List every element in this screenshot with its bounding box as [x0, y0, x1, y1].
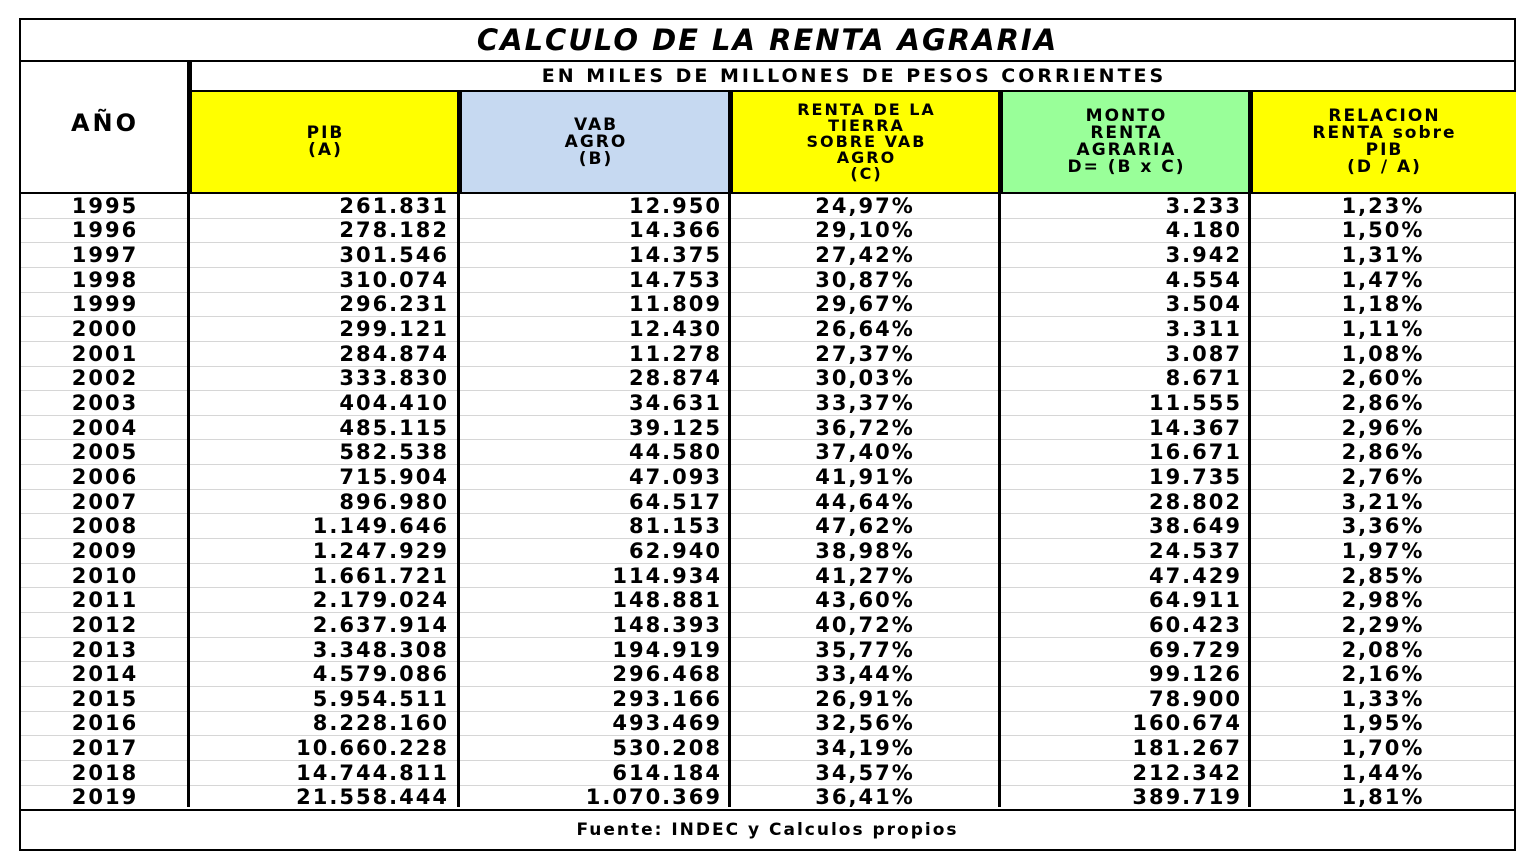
vab-agro-cell: 148.393 — [612, 612, 722, 637]
renta-tierra-cell: 27,42% — [815, 243, 915, 268]
relacion-renta-pib-cell: 1,31% — [1341, 243, 1425, 268]
renta-tierra-cell: 27,37% — [815, 341, 915, 366]
table-row — [21, 490, 1514, 515]
monto-renta-cell: 99.126 — [1148, 662, 1242, 687]
year-cell: 1995 — [71, 193, 139, 218]
renta-tierra-column-header: RENTA DE LA TIERRA SOBRE VAB AGRO (C) — [730, 92, 1000, 192]
renta-agraria-table — [19, 18, 1516, 851]
monto-renta-cell: 160.674 — [1132, 711, 1242, 736]
vab-agro-cell: 14.375 — [628, 243, 722, 268]
monto-renta-cell: 212.342 — [1132, 760, 1242, 785]
vab-agro-cell: 194.919 — [612, 637, 722, 662]
table-row — [21, 441, 1514, 466]
year-cell: 2017 — [71, 736, 139, 761]
pib-cell: 582.538 — [339, 440, 449, 465]
renta-tierra-cell: 29,10% — [815, 218, 915, 243]
source-footer: Fuente: INDEC y Calculos propios — [21, 809, 1514, 849]
table-row — [21, 391, 1514, 416]
column-divider — [1248, 92, 1251, 807]
renta-tierra-cell: 36,41% — [815, 785, 915, 810]
pib-cell: 261.831 — [339, 193, 449, 218]
table-row — [21, 613, 1514, 638]
year-cell: 2001 — [71, 341, 139, 366]
monto-renta-cell: 24.537 — [1148, 538, 1242, 563]
renta-tierra-cell: 47,62% — [815, 514, 915, 539]
table-row — [21, 564, 1514, 589]
year-cell: 2008 — [71, 514, 139, 539]
pib-cell: 1.661.721 — [312, 563, 449, 588]
year-cell: 1998 — [71, 267, 139, 292]
relacion-renta-pib-cell: 2,76% — [1341, 464, 1425, 489]
monto-renta-cell: 3.087 — [1165, 341, 1242, 366]
pib-cell: 1.247.929 — [312, 538, 449, 563]
monto-renta-cell: 389.719 — [1132, 785, 1242, 810]
pib-cell: 333.830 — [339, 366, 449, 391]
renta-tierra-cell: 34,19% — [815, 736, 915, 761]
monto-renta-cell: 69.729 — [1148, 637, 1242, 662]
relacion-renta-pib-column-header: RELACION RENTA sobre PIB (D / A) — [1250, 92, 1516, 192]
year-cell: 2015 — [71, 686, 139, 711]
pib-cell: 10.660.228 — [296, 736, 449, 761]
year-cell: 2003 — [71, 391, 139, 416]
vab-agro-cell: 12.430 — [628, 317, 722, 342]
relacion-renta-pib-cell: 2,08% — [1341, 637, 1425, 662]
table-row — [21, 416, 1514, 441]
monto-renta-cell: 16.671 — [1148, 440, 1242, 465]
renta-tierra-cell: 26,64% — [815, 317, 915, 342]
monto-renta-cell: 4.180 — [1165, 218, 1242, 243]
column-divider — [998, 92, 1001, 807]
renta-tierra-cell: 33,37% — [815, 391, 915, 416]
renta-tierra-cell: 24,97% — [815, 193, 915, 218]
relacion-renta-pib-cell: 1,47% — [1341, 267, 1425, 292]
year-cell: 2007 — [71, 489, 139, 514]
year-cell: 2018 — [71, 760, 139, 785]
monto-renta-cell: 64.911 — [1148, 588, 1242, 613]
monto-renta-cell: 14.367 — [1148, 415, 1242, 440]
table-row — [21, 514, 1514, 539]
vab-agro-cell: 11.278 — [628, 341, 722, 366]
table-row — [21, 638, 1514, 663]
monto-renta-cell: 3.311 — [1165, 317, 1242, 342]
relacion-renta-pib-cell: 2,16% — [1341, 662, 1425, 687]
renta-tierra-cell: 30,03% — [815, 366, 915, 391]
renta-tierra-cell: 41,27% — [815, 563, 915, 588]
pib-cell: 310.074 — [339, 267, 449, 292]
table-row — [21, 219, 1514, 244]
pib-cell: 301.546 — [339, 243, 449, 268]
renta-tierra-cell: 40,72% — [815, 612, 915, 637]
table-row — [21, 588, 1514, 613]
renta-tierra-cell: 29,67% — [815, 292, 915, 317]
renta-tierra-cell: 34,57% — [815, 760, 915, 785]
monto-renta-cell: 8.671 — [1165, 366, 1242, 391]
monto-renta-cell: 3.233 — [1165, 193, 1242, 218]
pib-cell: 14.744.811 — [296, 760, 449, 785]
monto-renta-cell: 60.423 — [1148, 612, 1242, 637]
year-cell: 2000 — [71, 317, 139, 342]
monto-renta-cell: 78.900 — [1148, 686, 1242, 711]
pib-cell: 404.410 — [339, 391, 449, 416]
table-row — [21, 736, 1514, 761]
relacion-renta-pib-cell: 2,85% — [1341, 563, 1425, 588]
pib-cell: 2.637.914 — [312, 612, 449, 637]
column-divider — [457, 92, 460, 807]
year-cell: 1999 — [71, 292, 139, 317]
relacion-renta-pib-cell: 2,29% — [1341, 612, 1425, 637]
vab-agro-cell: 148.881 — [612, 588, 722, 613]
table-title: CALCULO DE LA RENTA AGRARIA — [21, 20, 1514, 62]
renta-tierra-cell: 44,64% — [815, 489, 915, 514]
relacion-renta-pib-cell: 1,81% — [1341, 785, 1425, 810]
table-row — [21, 243, 1514, 268]
vab-agro-cell: 81.153 — [628, 514, 722, 539]
vab-agro-cell: 493.469 — [612, 711, 722, 736]
column-divider — [187, 62, 190, 807]
pib-cell: 1.149.646 — [312, 514, 449, 539]
relacion-renta-pib-cell: 2,98% — [1341, 588, 1425, 613]
relacion-renta-pib-cell: 1,97% — [1341, 538, 1425, 563]
table-row — [21, 761, 1514, 786]
renta-tierra-cell: 37,40% — [815, 440, 915, 465]
vab-agro-cell: 614.184 — [612, 760, 722, 785]
monto-renta-cell: 3.504 — [1165, 292, 1242, 317]
pib-cell: 284.874 — [339, 341, 449, 366]
relacion-renta-pib-cell: 1,50% — [1341, 218, 1425, 243]
vab-agro-cell: 530.208 — [612, 736, 722, 761]
vab-agro-cell: 39.125 — [628, 415, 722, 440]
monto-renta-cell: 28.802 — [1148, 489, 1242, 514]
table-row — [21, 687, 1514, 712]
year-cell: 1996 — [71, 218, 139, 243]
table-row — [21, 712, 1514, 737]
year-cell: 2009 — [71, 538, 139, 563]
monto-renta-column-header: MONTO RENTA AGRARIA D= (B x C) — [1000, 92, 1250, 192]
monto-renta-cell: 19.735 — [1148, 464, 1242, 489]
table-row — [21, 539, 1514, 564]
vab-agro-cell: 14.366 — [628, 218, 722, 243]
renta-tierra-cell: 43,60% — [815, 588, 915, 613]
relacion-renta-pib-cell: 2,60% — [1341, 366, 1425, 391]
vab-agro-cell: 64.517 — [628, 489, 722, 514]
units-subtitle: EN MILES DE MILLONES DE PESOS CORRIENTES — [189, 62, 1516, 92]
year-cell: 2006 — [71, 464, 139, 489]
renta-tierra-cell: 33,44% — [815, 662, 915, 687]
renta-tierra-cell: 30,87% — [815, 267, 915, 292]
pib-cell: 715.904 — [339, 464, 449, 489]
monto-renta-cell: 3.942 — [1165, 243, 1242, 268]
vab-agro-column-header: VAB AGRO (B) — [459, 92, 730, 192]
year-cell: 1997 — [71, 243, 139, 268]
vab-agro-cell: 12.950 — [628, 193, 722, 218]
year-cell: 2005 — [71, 440, 139, 465]
relacion-renta-pib-cell: 1,08% — [1341, 341, 1425, 366]
year-cell: 2013 — [71, 637, 139, 662]
relacion-renta-pib-cell: 2,96% — [1341, 415, 1425, 440]
pib-cell: 278.182 — [339, 218, 449, 243]
column-divider — [728, 92, 731, 807]
pib-cell: 485.115 — [339, 415, 449, 440]
table-row — [21, 662, 1514, 687]
pib-cell: 296.231 — [339, 292, 449, 317]
pib-cell: 4.579.086 — [312, 662, 449, 687]
pib-cell: 896.980 — [339, 489, 449, 514]
relacion-renta-pib-cell: 1,11% — [1341, 317, 1425, 342]
vab-agro-cell: 44.580 — [628, 440, 722, 465]
table-row — [21, 293, 1514, 318]
vab-agro-cell: 1.070.369 — [585, 785, 722, 810]
pib-cell: 2.179.024 — [312, 588, 449, 613]
monto-renta-cell: 38.649 — [1148, 514, 1242, 539]
table-row — [21, 465, 1514, 490]
pib-cell: 3.348.308 — [312, 637, 449, 662]
relacion-renta-pib-cell: 1,70% — [1341, 736, 1425, 761]
pib-column-header: PIB (A) — [189, 92, 459, 192]
vab-agro-cell: 114.934 — [612, 563, 722, 588]
year-cell: 2014 — [71, 662, 139, 687]
vab-agro-cell: 14.753 — [628, 267, 722, 292]
renta-tierra-cell: 41,91% — [815, 464, 915, 489]
year-column-header: AÑO — [70, 109, 140, 137]
monto-renta-cell: 181.267 — [1132, 736, 1242, 761]
vab-agro-cell: 296.468 — [612, 662, 722, 687]
year-cell: 2010 — [71, 563, 139, 588]
year-cell: 2019 — [71, 785, 139, 810]
relacion-renta-pib-cell: 1,18% — [1341, 292, 1425, 317]
relacion-renta-pib-cell: 1,33% — [1341, 686, 1425, 711]
vab-agro-cell: 62.940 — [628, 538, 722, 563]
monto-renta-cell: 4.554 — [1165, 267, 1242, 292]
year-cell: 2002 — [71, 366, 139, 391]
renta-tierra-cell: 26,91% — [815, 686, 915, 711]
monto-renta-cell: 47.429 — [1148, 563, 1242, 588]
pib-cell: 5.954.511 — [312, 686, 449, 711]
pib-cell: 21.558.444 — [296, 785, 449, 810]
table-row — [21, 367, 1514, 392]
vab-agro-cell: 11.809 — [628, 292, 722, 317]
table-row — [21, 268, 1514, 293]
year-cell: 2004 — [71, 415, 139, 440]
renta-tierra-cell: 38,98% — [815, 538, 915, 563]
vab-agro-cell: 28.874 — [628, 366, 722, 391]
table-row — [21, 194, 1514, 219]
vab-agro-cell: 34.631 — [628, 391, 722, 416]
relacion-renta-pib-cell: 2,86% — [1341, 440, 1425, 465]
pib-cell: 8.228.160 — [312, 711, 449, 736]
relacion-renta-pib-cell: 1,23% — [1341, 193, 1425, 218]
pib-cell: 299.121 — [339, 317, 449, 342]
year-cell: 2016 — [71, 711, 139, 736]
year-cell: 2011 — [71, 588, 139, 613]
table-row — [21, 342, 1514, 367]
monto-renta-cell: 11.555 — [1148, 391, 1242, 416]
relacion-renta-pib-cell: 3,36% — [1341, 514, 1425, 539]
year-cell: 2012 — [71, 612, 139, 637]
table-row — [21, 786, 1514, 811]
table-row — [21, 317, 1514, 342]
relacion-renta-pib-cell: 2,86% — [1341, 391, 1425, 416]
renta-tierra-cell: 36,72% — [815, 415, 915, 440]
renta-tierra-cell: 32,56% — [815, 711, 915, 736]
relacion-renta-pib-cell: 3,21% — [1341, 489, 1425, 514]
vab-agro-cell: 293.166 — [612, 686, 722, 711]
vab-agro-cell: 47.093 — [628, 464, 722, 489]
renta-tierra-cell: 35,77% — [815, 637, 915, 662]
relacion-renta-pib-cell: 1,95% — [1341, 711, 1425, 736]
relacion-renta-pib-cell: 1,44% — [1341, 760, 1425, 785]
